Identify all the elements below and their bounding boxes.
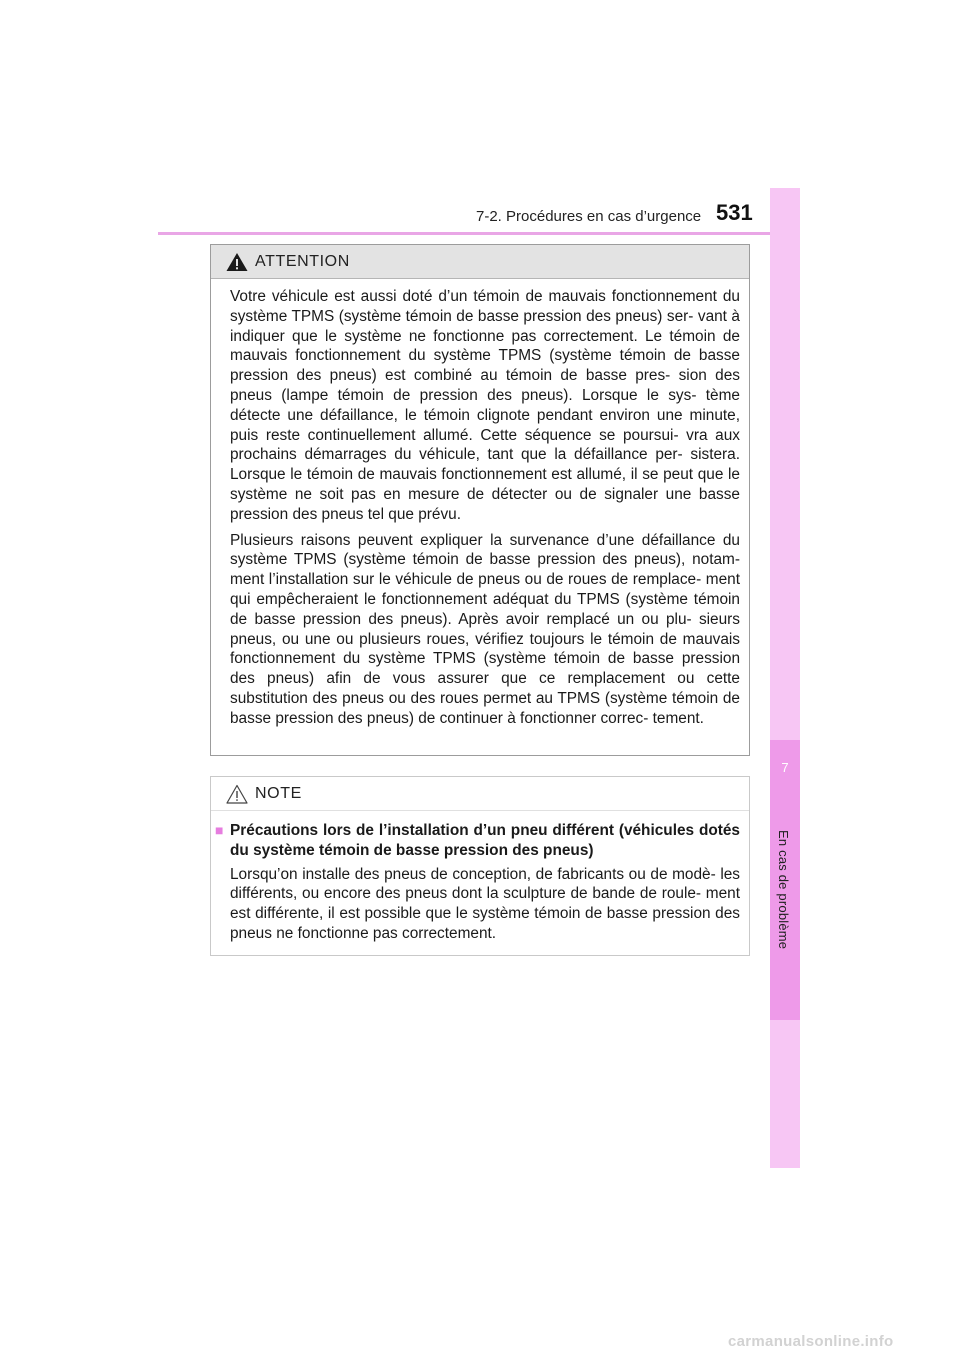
section-title: 7-2. Procédures en cas d’urgence — [476, 208, 702, 225]
attention-box — [210, 244, 750, 756]
watermark: carmanualsonline.info — [728, 1333, 894, 1350]
warning-outline-icon — [225, 783, 249, 805]
note-body — [211, 811, 749, 944]
note-box — [210, 776, 750, 956]
note-paragraph: Lorsqu’on installe des pneus de conception, de fabricants ou de modè- les différents, ou encore des pneus dont la sculpture de bande de roule- ment est différente, il est possible que le système témoin de basse pression des pneus ne fonctionne pas correctement. — [230, 865, 740, 942]
chapter-side-tab — [770, 188, 800, 1168]
attention-paragraph-1: Votre véhicule est aussi doté d’un témoin de mauvais fonctionnement du système TPMS (système témoin de basse pression des pneus) ser- vant à indiquer que le système ne fonctionne pas correctement. Le témoin de mauvais fonctionnement du système TPMS (système témoin de basse pression des pneus) est combiné au témoin de basse pres- sion des pneus (lampe témoin de pression des pneus). Lorsque le sys- tème détecte une défaillance, le témoin clignote pendant environ une minute, puis reste continuellement allumé. Cette séquence se poursui- vra aux prochains démarrages du véhicule, tant que la défaillance per- sistera. Lorsque le témoin de mauvais fonctionnement est allumé, il se peut que le système ne soit pas en mesure de détecter ou de signaler une basse pression des pneus tel que prévu. — [230, 288, 740, 523]
chapter-number: 7 — [781, 760, 789, 775]
attention-title: ATTENTION — [255, 253, 350, 270]
note-bullet-icon: ■ — [215, 822, 224, 838]
chapter-title: En cas de problème — [776, 830, 791, 950]
note-heading — [215, 821, 740, 861]
warning-filled-icon — [225, 251, 249, 273]
page-number: 531 — [716, 200, 753, 225]
attention-header — [211, 245, 749, 279]
note-title: NOTE — [255, 785, 302, 802]
attention-body — [211, 279, 749, 729]
note-header — [211, 777, 749, 811]
header-rule — [158, 232, 798, 235]
note-heading-text: Précautions lors de l’installation d’un pneu différent (véhicules dotés du système témoin de basse pression des pneus) — [230, 822, 740, 859]
attention-paragraph-2: Plusieurs raisons peuvent expliquer la survenance d’une défaillance du système TPMS (système témoin de basse pression des pneus), notam- ment l’installation sur le véhicule de pneus ou de roues de remplace- ment qui empêcheraient le fonctionnement adéquat du TPMS (système témoin de basse pression des pneus). Après avoir remplacé un ou plu- sieurs pneus, ou une ou plusieurs roues, vérifiez toujours le témoin de mauvais fonctionnement du système TPMS (système témoin de basse pression des pneus) afin de vous assurer que ce remplacement ou cette substitution des pneus ou des roues permet au TPMS (système témoin de basse pression des pneus) de continuer à fonctionner correc- tement. — [230, 531, 740, 727]
